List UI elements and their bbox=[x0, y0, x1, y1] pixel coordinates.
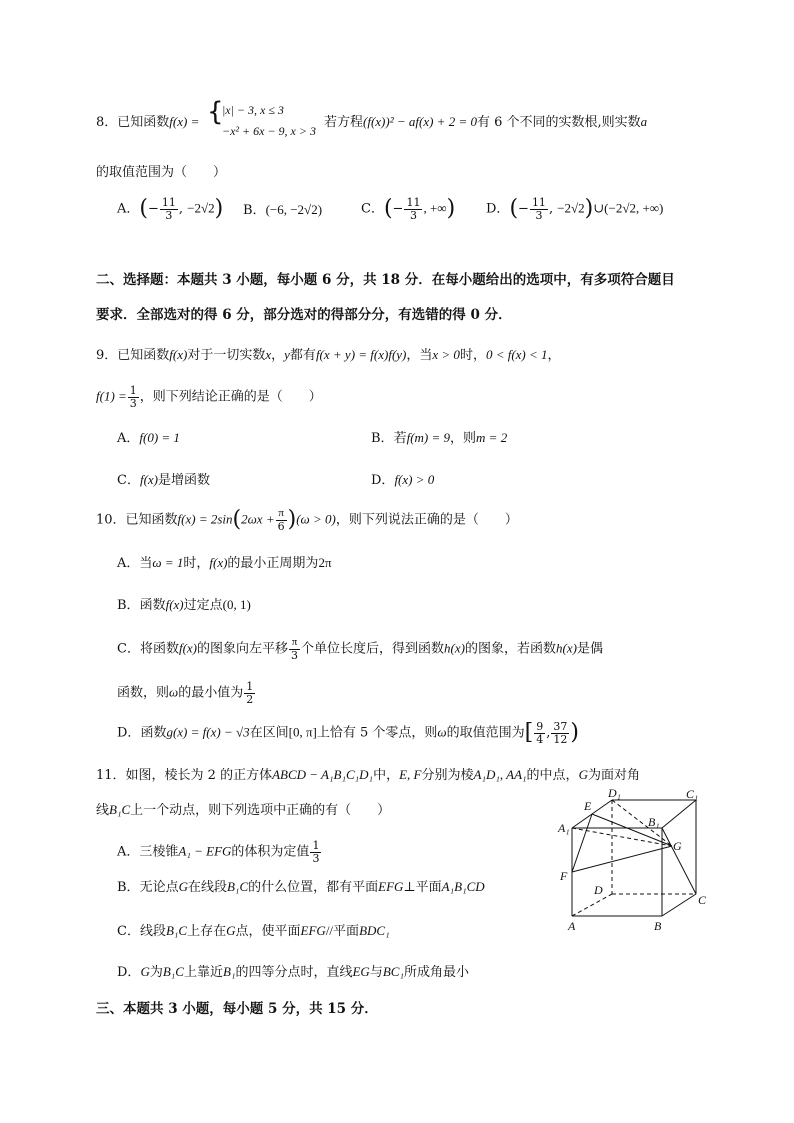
q9-f1-den: 3 bbox=[129, 396, 137, 410]
q11-optB-pre: 无论点 bbox=[139, 880, 179, 895]
q8-line1b bbox=[324, 115, 647, 129]
q9-optB-mid: ，则 bbox=[450, 431, 477, 446]
label-A: A bbox=[568, 919, 576, 933]
q9-optC-post: 是增函数 bbox=[158, 473, 211, 488]
q11-optD-mid3: 与 bbox=[369, 965, 383, 980]
q8-line2: 的取值范围为（ ） bbox=[96, 165, 227, 180]
q9-line2-text: ，则下列结论正确的是（ ） bbox=[139, 389, 322, 405]
q11-optC bbox=[117, 924, 390, 938]
q8-tail: 有 6 个不同的实数根,则实数 bbox=[476, 115, 641, 130]
q10-optC-line2-text: 函数，则 bbox=[117, 685, 170, 701]
q9-y: y bbox=[284, 347, 290, 362]
q9-line2 bbox=[96, 385, 322, 409]
q10-optD-d2: 12 bbox=[553, 732, 568, 746]
q9-optB-text2: m = 2 bbox=[476, 430, 508, 445]
q11-optC-g: G bbox=[226, 923, 236, 938]
q11-line2a: 线 bbox=[96, 803, 110, 818]
q9-optA-label: A． bbox=[117, 431, 140, 446]
q10-optD-n1: 9 bbox=[536, 720, 544, 733]
q10-line1: 10．已知函数f(x) = 2sin(2ωx + $\frac{\pi}{6}$ )(ω > 0)，则下列说法正确的是（ ） bbox=[96, 507, 518, 533]
q11-optA-pre: 三棱锥 bbox=[139, 844, 179, 860]
q9-line1 bbox=[96, 348, 561, 362]
q10-optA-pre: 当 bbox=[139, 556, 153, 571]
q8-optD-num: 11 bbox=[531, 196, 546, 209]
q11-optB-label: B． bbox=[117, 880, 140, 895]
q11-optB-mid2: 的什么位置，都有平面 bbox=[248, 880, 379, 895]
q8-optC-num: 11 bbox=[406, 196, 421, 209]
q10-optD-mid2: 上恰有 5 个零点，则 bbox=[316, 725, 438, 741]
q9-t3: ，当 bbox=[406, 348, 433, 363]
q8-optD-den: 3 bbox=[535, 208, 543, 222]
q11-optC-p2: BDC₁ bbox=[359, 923, 390, 938]
q8-optB bbox=[243, 203, 322, 217]
q11-t2: 分别为棱 bbox=[421, 768, 474, 783]
q11-optD-pre: 为 bbox=[149, 965, 163, 980]
q10-six: 6 bbox=[277, 519, 285, 533]
q10-optC-half-num: 1 bbox=[246, 680, 254, 693]
q9-fx: f(x) bbox=[169, 347, 188, 362]
q11-optC-seg: B₁C bbox=[165, 923, 188, 938]
q9-optB bbox=[371, 431, 507, 445]
q9-f1: f(1) = bbox=[96, 388, 127, 404]
q11-optD-b1: B₁ bbox=[223, 964, 236, 979]
q8-mid: 若方程 bbox=[324, 115, 364, 130]
q11-optD-g: G bbox=[140, 964, 150, 979]
seg-A1G bbox=[572, 828, 672, 846]
q11-line2b: 上一个动点，则下列选项中正确的有（ ） bbox=[130, 803, 391, 818]
q8-optC-label: C． bbox=[361, 201, 384, 217]
q9-t5: ， bbox=[547, 348, 561, 363]
q11-optB-mid3: 平面 bbox=[415, 880, 442, 895]
q10-optC-three: 3 bbox=[291, 648, 299, 662]
q10-optD-mid: 在区间 bbox=[249, 725, 289, 741]
q9-x: x bbox=[265, 347, 272, 362]
q9-optA bbox=[117, 431, 180, 445]
seg-EG bbox=[592, 814, 672, 846]
q11-edges: A₁D₁, AA₁ bbox=[473, 767, 527, 782]
label-C: C bbox=[698, 893, 707, 907]
q9-eq: f(x + y) = f(x)f(y) bbox=[315, 347, 407, 362]
q8-optD-text: ∪(−2√2, +∞) bbox=[593, 200, 664, 216]
q10-optC-pi: π bbox=[289, 637, 300, 650]
q10-optC-mid: 的图象向左平移 bbox=[197, 641, 289, 657]
q8-optA-label: A． bbox=[117, 201, 140, 217]
q9-optD-label: D． bbox=[371, 473, 395, 488]
q10-optC-post: 是偶 bbox=[576, 641, 603, 657]
q8-optA-den: 3 bbox=[165, 208, 173, 222]
q8-optD-part: −2√2 bbox=[557, 200, 585, 216]
q10-optC-w: ω bbox=[169, 684, 179, 700]
q9-optB-label: B． bbox=[371, 431, 394, 446]
q8-case1: |x| − 3, x ≤ 3 bbox=[222, 103, 284, 117]
q10-optD: D．函数g(x) = f(x) − √3在区间[0, π]上恰有 5 个零点，则ω的取值范围为[ $\frac{9}{4}$ , $\frac{37}{12}$ ) bbox=[117, 720, 579, 746]
q11-ef: E, F bbox=[399, 767, 422, 782]
q10-fx: f(x) = 2sin bbox=[177, 511, 233, 527]
q10-optC-line2b: 的最小值为 bbox=[178, 685, 244, 701]
q10-optC-fx: f(x) bbox=[178, 640, 198, 656]
q11-optB-seg: B₁C bbox=[226, 879, 249, 894]
q8-var: a bbox=[640, 114, 648, 129]
q10-optD-w: ω bbox=[437, 724, 447, 740]
q8-optD-label: D． bbox=[486, 201, 510, 217]
q8-optA-num: 11 bbox=[161, 196, 176, 209]
q10-optB-post: 过定点 bbox=[183, 598, 223, 613]
q11-optC-p1: EFG bbox=[300, 923, 326, 938]
q11-optD-label: D． bbox=[117, 965, 141, 980]
q11-lead: 11．如图，棱长为 2 的正方体 bbox=[96, 768, 273, 783]
seg-FG bbox=[572, 846, 672, 872]
q10-tail: ，则下列说法正确的是（ ） bbox=[335, 512, 518, 528]
q9-optD-text: f(x) > 0 bbox=[394, 472, 435, 487]
q11-t3: 的中点， bbox=[526, 768, 579, 783]
q9-t2: 都有 bbox=[289, 348, 316, 363]
label-B: B bbox=[654, 919, 662, 933]
q11-optB-p1: EFG bbox=[378, 879, 404, 894]
q10-optD-post: 的取值范围为 bbox=[446, 725, 525, 741]
q11-optC-mid2: 点，使平面 bbox=[235, 924, 301, 939]
q11-optA-den: 3 bbox=[312, 851, 320, 865]
q10-optA-val: 2π bbox=[318, 555, 332, 570]
q11-optD-bc1: BC₁ bbox=[382, 964, 404, 979]
q8-equation: (f(x))² − af(x) + 2 = 0 bbox=[363, 114, 477, 129]
q11-optA-post: 的体积为定值 bbox=[231, 844, 310, 860]
q11-optC-par: // bbox=[325, 923, 334, 938]
q8-optA: A．(− $\frac{11}{3}$ , −2√2) bbox=[117, 196, 224, 222]
q9-optB-text: f(m) = 9 bbox=[406, 430, 451, 445]
q9-t1: 对于一切实数 bbox=[187, 348, 266, 363]
q8-optC: C．(− $\frac{11}{3}$ , +∞) bbox=[361, 196, 456, 222]
q9-optA-text: f(0) = 1 bbox=[139, 430, 180, 445]
q11-optD bbox=[117, 965, 469, 979]
diag-B1C bbox=[662, 828, 696, 894]
q10-optA bbox=[117, 556, 332, 570]
q8-optA-text: −2√2 bbox=[187, 200, 215, 216]
q11-optD-post: 所成角最小 bbox=[403, 965, 469, 980]
q11-g: G bbox=[578, 767, 588, 782]
q8-optD: D．(− $\frac{11}{3}$ , −2√2)∪(−2√2, +∞) bbox=[486, 196, 664, 222]
q11-tail: 为面对角 bbox=[587, 768, 640, 783]
q11-optA-num: 1 bbox=[312, 839, 320, 852]
q9-lead: 9．已知函数 bbox=[96, 348, 170, 363]
q10-optA-label: A． bbox=[117, 556, 140, 571]
q8-brace: { bbox=[207, 97, 224, 127]
q11-optA-t: A₁ − EFG bbox=[178, 843, 232, 859]
q11-optC-pre: 线段 bbox=[139, 924, 166, 939]
q10-optA-mid: 时， bbox=[183, 556, 210, 571]
q8-optC-text: , +∞ bbox=[423, 200, 447, 216]
label-F: F bbox=[560, 869, 568, 883]
q10-optC-half-den: 2 bbox=[246, 692, 254, 706]
q11-optB-perp: ⊥ bbox=[403, 879, 416, 894]
label-D: D bbox=[594, 883, 603, 897]
q10-optC-label: C． bbox=[117, 641, 140, 657]
label-B1: B₁ bbox=[648, 815, 660, 829]
q11-optB-p2: A₁B₁CD bbox=[441, 879, 485, 894]
section2-line2: 要求．全部选对的得 6 分，部分选对的得部分分，有选错的得 0 分． bbox=[96, 307, 512, 323]
q10-optC-mid2: 个单位长度后，得到函数 bbox=[301, 641, 445, 657]
cube-figure bbox=[550, 788, 720, 936]
q11-optB-g: G bbox=[178, 879, 188, 894]
q8-fx: f(x) = bbox=[169, 114, 200, 129]
q10-optC-line1 bbox=[117, 637, 603, 661]
label-G: G bbox=[673, 839, 682, 853]
q11-optD-eg: EG bbox=[352, 964, 370, 979]
q10-cond: (ω > 0) bbox=[296, 511, 336, 527]
q8-optB-label: B． bbox=[243, 203, 266, 218]
edge-B1C1 bbox=[662, 800, 696, 828]
q11-optD-mid: 上靠近 bbox=[183, 965, 223, 980]
q10-optC-mid3: 的图象，若函数 bbox=[464, 641, 556, 657]
q10-optD-label: D． bbox=[117, 725, 141, 741]
q10-pi: π bbox=[276, 508, 287, 521]
q11-optC-mid: 上存在 bbox=[187, 924, 227, 939]
q10-optB-pre: 函数 bbox=[139, 598, 166, 613]
q11-optB bbox=[117, 880, 485, 894]
q10-inner: 2ωx + bbox=[241, 511, 275, 527]
q11-optD-seg: B₁C bbox=[162, 964, 184, 979]
q10-optC-pre: 将函数 bbox=[139, 641, 179, 657]
q11-optC-label: C． bbox=[117, 924, 140, 939]
q10-optA-fx: f(x) bbox=[209, 555, 228, 570]
q10-optD-interval: [0, π] bbox=[288, 724, 317, 740]
q10-optC-line2 bbox=[117, 681, 256, 705]
q11-line2 bbox=[96, 803, 390, 817]
section3-heading: 三、本题共 3 小题，每小题 5 分，共 15 分． bbox=[96, 1001, 378, 1017]
q9-comma: ， bbox=[271, 348, 285, 363]
q9-f1-num: 1 bbox=[129, 384, 137, 397]
section2-line1: 二、选择题：本题共 3 小题，每小题 6 分，共 18 分．在每小题给出的选项中，有多项符合题目 bbox=[96, 272, 675, 288]
label-E: E bbox=[584, 799, 592, 813]
q10-optD-d1: 4 bbox=[536, 732, 544, 746]
q10-optA-post: 的最小正周期为 bbox=[227, 556, 319, 571]
q8-optC-den: 3 bbox=[409, 208, 417, 222]
q10-optA-w: ω = 1 bbox=[152, 555, 184, 570]
q10-optD-n2: 37 bbox=[553, 720, 568, 733]
q9-optB-pre: 若 bbox=[393, 431, 407, 446]
q9-ineq: 0 < f(x) < 1 bbox=[485, 347, 548, 362]
q11-b1c: B₁C bbox=[109, 802, 131, 817]
label-C1: C₁ bbox=[686, 788, 699, 801]
q9-cond: x > 0 bbox=[432, 347, 460, 362]
q10-optD-pre: 函数 bbox=[140, 725, 167, 741]
q8-line1 bbox=[96, 115, 199, 129]
q9-optD bbox=[371, 473, 434, 487]
q8-case2: −x² + 6x − 9, x > 3 bbox=[222, 124, 316, 138]
q10-optC-hx2: h(x) bbox=[556, 640, 577, 656]
q8-lead: 8．已知函数 bbox=[96, 115, 170, 130]
q9-optC-label: C． bbox=[117, 473, 140, 488]
q11-optB-mid: 在线段 bbox=[187, 880, 227, 895]
q10-lead: 10．已知函数 bbox=[96, 512, 178, 528]
edge-BC bbox=[662, 894, 696, 916]
q10-optD-gx: g(x) = f(x) − √3 bbox=[166, 724, 250, 740]
q10-optB-label: B． bbox=[117, 598, 140, 613]
q11-optA-label: A． bbox=[117, 844, 140, 860]
q10-optB bbox=[117, 598, 251, 612]
q9-optC bbox=[117, 473, 210, 487]
label-D1: D₁ bbox=[608, 788, 621, 800]
q11-optD-mid2: 的四等分点时，直线 bbox=[235, 965, 353, 980]
seg-EF bbox=[572, 814, 592, 872]
q11-optA bbox=[117, 840, 322, 864]
q10-optB-val: (0, 1) bbox=[222, 597, 251, 612]
seg-D1G bbox=[612, 800, 672, 846]
q11-line1 bbox=[96, 768, 640, 782]
q11-t1: 中， bbox=[373, 768, 400, 783]
q10-optC-hx: h(x) bbox=[444, 640, 465, 656]
q9-optC-text: f(x) bbox=[139, 472, 158, 487]
q11-cube: ABCD − A₁B₁C₁D₁ bbox=[272, 767, 374, 782]
q11-optC-mid3: 平面 bbox=[333, 924, 360, 939]
q8-optB-text: (−6, −2√2) bbox=[265, 202, 323, 217]
q10-optB-fx: f(x) bbox=[165, 597, 184, 612]
edge-AD bbox=[572, 894, 612, 916]
label-A1: A₁ bbox=[558, 821, 570, 835]
q9-t4: 时， bbox=[459, 348, 486, 363]
